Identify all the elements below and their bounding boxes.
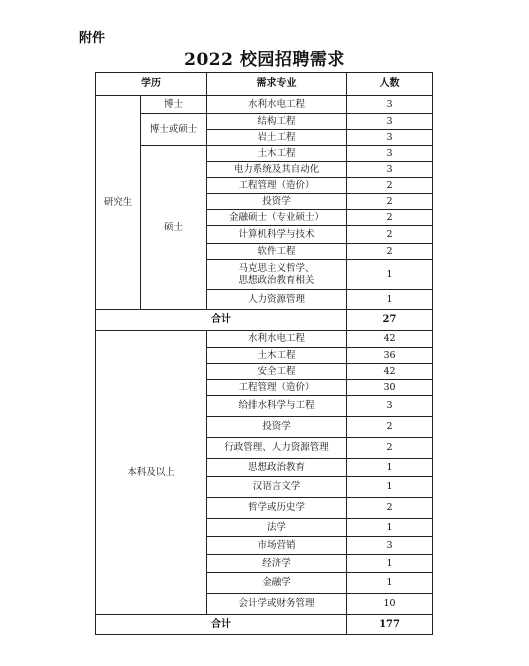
doctor-or-master-label: 博士或硕士 — [141, 114, 207, 146]
major-cell: 结构工程 — [207, 114, 347, 130]
count-cell: 2 — [347, 178, 433, 194]
recruitment-table — [95, 72, 433, 635]
major-cell: 汉语言文学 — [207, 477, 347, 498]
header-count: 人数 — [347, 73, 433, 96]
doctor-label: 博士 — [141, 96, 207, 114]
count-cell: 2 — [347, 226, 433, 244]
major-cell: 会计学或财务管理 — [207, 594, 347, 615]
count-cell: 36 — [347, 348, 433, 364]
major-cell: 软件工程 — [207, 244, 347, 260]
major-cell: 金融硕士（专业硕士） — [207, 210, 347, 226]
major-cell: 经济学 — [207, 555, 347, 573]
major-cell: 市场营销 — [207, 537, 347, 555]
graduate-label: 研究生 — [96, 96, 141, 310]
total-label: 合计 — [96, 310, 347, 331]
count-cell: 3 — [347, 537, 433, 555]
count-cell: 2 — [347, 498, 433, 519]
count-cell: 3 — [347, 396, 433, 417]
major-cell: 人力资源管理 — [207, 290, 347, 310]
count-cell: 2 — [347, 417, 433, 438]
count-cell: 2 — [347, 438, 433, 459]
count-cell: 1 — [347, 459, 433, 477]
major-cell: 电力系统及其自动化 — [207, 162, 347, 178]
major-cell: 工程管理（造价） — [207, 380, 347, 396]
major-cell: 水利水电工程 — [207, 96, 347, 114]
header-major: 需求专业 — [207, 73, 347, 96]
count-cell: 2 — [347, 194, 433, 210]
major-cell: 工程管理（造价） — [207, 178, 347, 194]
major-cell: 投资学 — [207, 417, 347, 438]
table-row — [96, 114, 433, 130]
major-cell: 水利水电工程 — [207, 331, 347, 348]
major-cell: 投资学 — [207, 194, 347, 210]
major-cell: 给排水科学与工程 — [207, 396, 347, 417]
major-cell: 安全工程 — [207, 364, 347, 380]
major-cell: 金融学 — [207, 573, 347, 594]
major-cell — [207, 260, 347, 290]
major-line-1: 马克思主义哲学、 — [238, 262, 315, 274]
count-cell: 30 — [347, 380, 433, 396]
master-label: 硕士 — [141, 146, 207, 310]
page-title: 2022 校园招聘需求 — [184, 50, 345, 70]
count-cell: 10 — [347, 594, 433, 615]
total-count: 177 — [347, 615, 433, 635]
count-cell: 3 — [347, 146, 433, 162]
table-header-row — [96, 73, 433, 96]
count-cell: 3 — [347, 162, 433, 178]
major-cell: 土木工程 — [207, 348, 347, 364]
undergrad-label: 本科及以上 — [96, 331, 207, 615]
count-cell: 3 — [347, 130, 433, 146]
major-cell: 土木工程 — [207, 146, 347, 162]
count-cell: 2 — [347, 244, 433, 260]
header-education: 学历 — [96, 73, 207, 96]
major-cell: 思想政治教育 — [207, 459, 347, 477]
total-label: 合计 — [96, 615, 347, 635]
major-cell: 法学 — [207, 519, 347, 537]
count-cell: 3 — [347, 114, 433, 130]
count-cell: 1 — [347, 477, 433, 498]
count-cell: 1 — [347, 290, 433, 310]
count-cell: 1 — [347, 555, 433, 573]
major-line-2: 思想政治教育相关 — [238, 274, 315, 286]
count-cell: 42 — [347, 364, 433, 380]
count-cell: 1 — [347, 260, 433, 290]
table-row — [96, 96, 433, 114]
count-cell: 42 — [347, 331, 433, 348]
major-cell: 哲学或历史学 — [207, 498, 347, 519]
table-row — [96, 146, 433, 162]
table-row — [96, 331, 433, 348]
undergrad-total-row — [96, 615, 433, 635]
count-cell: 1 — [347, 573, 433, 594]
graduate-total-row — [96, 310, 433, 331]
count-cell: 1 — [347, 519, 433, 537]
count-cell: 2 — [347, 210, 433, 226]
count-cell: 3 — [347, 96, 433, 114]
annex-label: 附件 — [79, 31, 106, 46]
major-cell: 行政管理、人力资源管理 — [207, 438, 347, 459]
major-cell: 岩土工程 — [207, 130, 347, 146]
total-count: 27 — [347, 310, 433, 331]
major-cell: 计算机科学与技术 — [207, 226, 347, 244]
